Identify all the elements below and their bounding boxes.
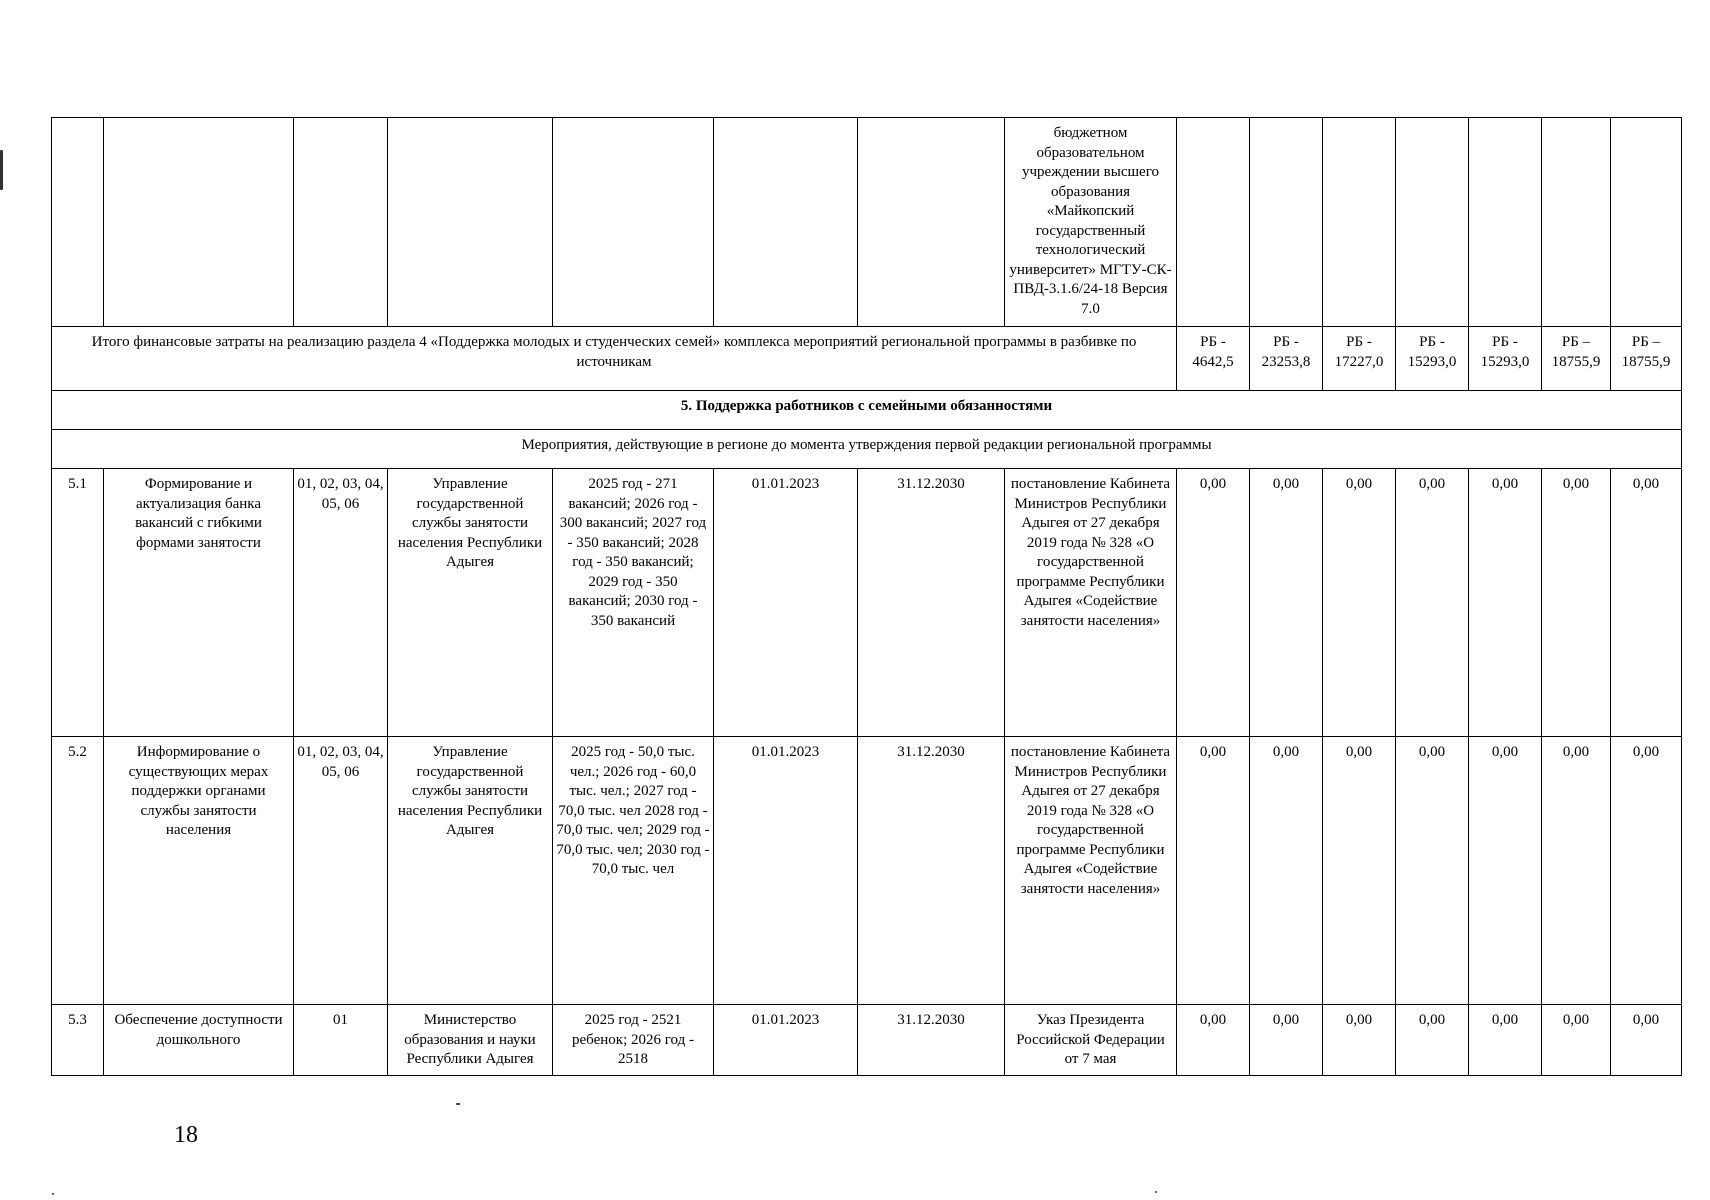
finance-value: 0,00 xyxy=(1469,737,1542,1005)
legal-document: постановление Кабинета Министров Республики Адыгея от 27 декабря 2019 года № 328 «О государственной программе Республики Адыгея «Содействие занятости населения» xyxy=(1005,469,1177,737)
indicators: 2025 год - 2521 ребенок; 2026 год - 2518 xyxy=(553,1005,714,1076)
cell-empty xyxy=(1542,118,1611,327)
cell-empty xyxy=(1611,118,1682,327)
finance-value: 0,00 xyxy=(1542,469,1611,737)
finance-value: 0,00 xyxy=(1469,1005,1542,1076)
total-row xyxy=(52,327,1682,391)
program-table xyxy=(51,117,1682,1076)
cell-empty xyxy=(52,118,104,327)
end-date: 31.12.2030 xyxy=(858,1005,1005,1076)
finance-value: 0,00 xyxy=(1542,737,1611,1005)
finance-value: 0,00 xyxy=(1323,469,1396,737)
cell-empty xyxy=(1177,118,1250,327)
cell-empty xyxy=(388,118,553,327)
cell-empty xyxy=(104,118,294,327)
finance-value: 0,00 xyxy=(1396,1005,1469,1076)
scan-speck xyxy=(456,1103,460,1105)
total-value: РБ – 18755,9 xyxy=(1542,327,1611,391)
table-row xyxy=(52,1005,1682,1076)
start-date: 01.01.2023 xyxy=(714,1005,858,1076)
total-value: РБ – 18755,9 xyxy=(1611,327,1682,391)
finance-value: 0,00 xyxy=(1396,469,1469,737)
page-number: 18 xyxy=(174,1122,198,1148)
start-date: 01.01.2023 xyxy=(714,737,858,1005)
indicators: 2025 год - 50,0 тыс. чел.; 2026 год - 60,0 тыс. чел.; 2027 год - 70,0 тыс. чел 2028 год - 70,0 тыс. чел; 2029 год - 70,0 тыс. чел; 2030 год - 70,0 тыс. чел xyxy=(553,737,714,1005)
subsection-title: Мероприятия, действующие в регионе до момента утверждения первой редакции региональной программы xyxy=(52,430,1682,469)
continued-row xyxy=(52,118,1682,327)
finance-value: 0,00 xyxy=(1396,737,1469,1005)
legal-document: постановление Кабинета Министров Республики Адыгея от 27 декабря 2019 года № 328 «О государственной программе Республики Адыгея «Содействие занятости населения» xyxy=(1005,737,1177,1005)
finance-value: 0,00 xyxy=(1250,737,1323,1005)
executor: Министерство образования и науки Республики Адыгея xyxy=(388,1005,553,1076)
finance-value: 0,00 xyxy=(1469,469,1542,737)
indicators: 2025 год - 271 вакансий; 2026 год - 300 вакансий; 2027 год - 350 вакансий; 2028 год - 350 вакансий; 2029 год - 350 вакансий; 2030 год - 350 вакансий xyxy=(553,469,714,737)
legal-document: Указ Президента Российской Федерации от 7 мая xyxy=(1005,1005,1177,1076)
finance-value: 0,00 xyxy=(1177,469,1250,737)
executor: Управление государственной службы занятости населения Республики Адыгея xyxy=(388,737,553,1005)
finance-value: 0,00 xyxy=(1611,469,1682,737)
finance-value: 0,00 xyxy=(1611,1005,1682,1076)
total-label: Итого финансовые затраты на реализацию раздела 4 «Поддержка молодых и студенческих семей» комплекса мероприятий региональной программы в разбивке по источникам xyxy=(52,327,1177,391)
executor: Управление государственной службы занятости населения Республики Адыгея xyxy=(388,469,553,737)
total-value: РБ - 15293,0 xyxy=(1396,327,1469,391)
target-codes: 01 xyxy=(294,1005,388,1076)
target-codes: 01, 02, 03, 04, 05, 06 xyxy=(294,469,388,737)
target-codes: 01, 02, 03, 04, 05, 06 xyxy=(294,737,388,1005)
finance-value: 0,00 xyxy=(1542,1005,1611,1076)
end-date: 31.12.2030 xyxy=(858,469,1005,737)
end-date: 31.12.2030 xyxy=(858,737,1005,1005)
table-row xyxy=(52,737,1682,1005)
section-title: 5. Поддержка работников с семейными обязанностями xyxy=(52,391,1682,430)
measure-name: Информирование о существующих мерах поддержки органами службы занятости населения xyxy=(104,737,294,1005)
finance-value: 0,00 xyxy=(1323,737,1396,1005)
finance-value: 0,00 xyxy=(1177,1005,1250,1076)
total-value: РБ - 17227,0 xyxy=(1323,327,1396,391)
row-number: 5.1 xyxy=(52,469,104,737)
table-row xyxy=(52,469,1682,737)
finance-value: 0,00 xyxy=(1177,737,1250,1005)
start-date: 01.01.2023 xyxy=(714,469,858,737)
cell-empty xyxy=(858,118,1005,327)
cell-empty xyxy=(553,118,714,327)
row-number: 5.3 xyxy=(52,1005,104,1076)
total-value: РБ - 23253,8 xyxy=(1250,327,1323,391)
total-value: РБ - 15293,0 xyxy=(1469,327,1542,391)
subsection-row xyxy=(52,430,1682,469)
row-number: 5.2 xyxy=(52,737,104,1005)
cell-empty xyxy=(1323,118,1396,327)
measure-name: Обеспечение доступности дошкольного xyxy=(104,1005,294,1076)
section-row xyxy=(52,391,1682,430)
measure-name: Формирование и актуализация банка вакансий с гибкими формами занятости xyxy=(104,469,294,737)
finance-value: 0,00 xyxy=(1250,469,1323,737)
scan-mark xyxy=(0,150,3,190)
cell-empty xyxy=(294,118,388,327)
scan-speck xyxy=(52,1193,54,1195)
total-value: РБ - 4642,5 xyxy=(1177,327,1250,391)
document-cell: бюджетном образовательном учреждении высшего образования «Майкопский государственный технологический университет» МГТУ-СК-ПВД-3.1.6/24-18 Версия 7.0 xyxy=(1005,118,1177,327)
finance-value: 0,00 xyxy=(1611,737,1682,1005)
cell-empty xyxy=(1469,118,1542,327)
finance-value: 0,00 xyxy=(1250,1005,1323,1076)
cell-empty xyxy=(1396,118,1469,327)
finance-value: 0,00 xyxy=(1323,1005,1396,1076)
cell-empty xyxy=(714,118,858,327)
scan-speck xyxy=(1155,1191,1157,1193)
cell-empty xyxy=(1250,118,1323,327)
